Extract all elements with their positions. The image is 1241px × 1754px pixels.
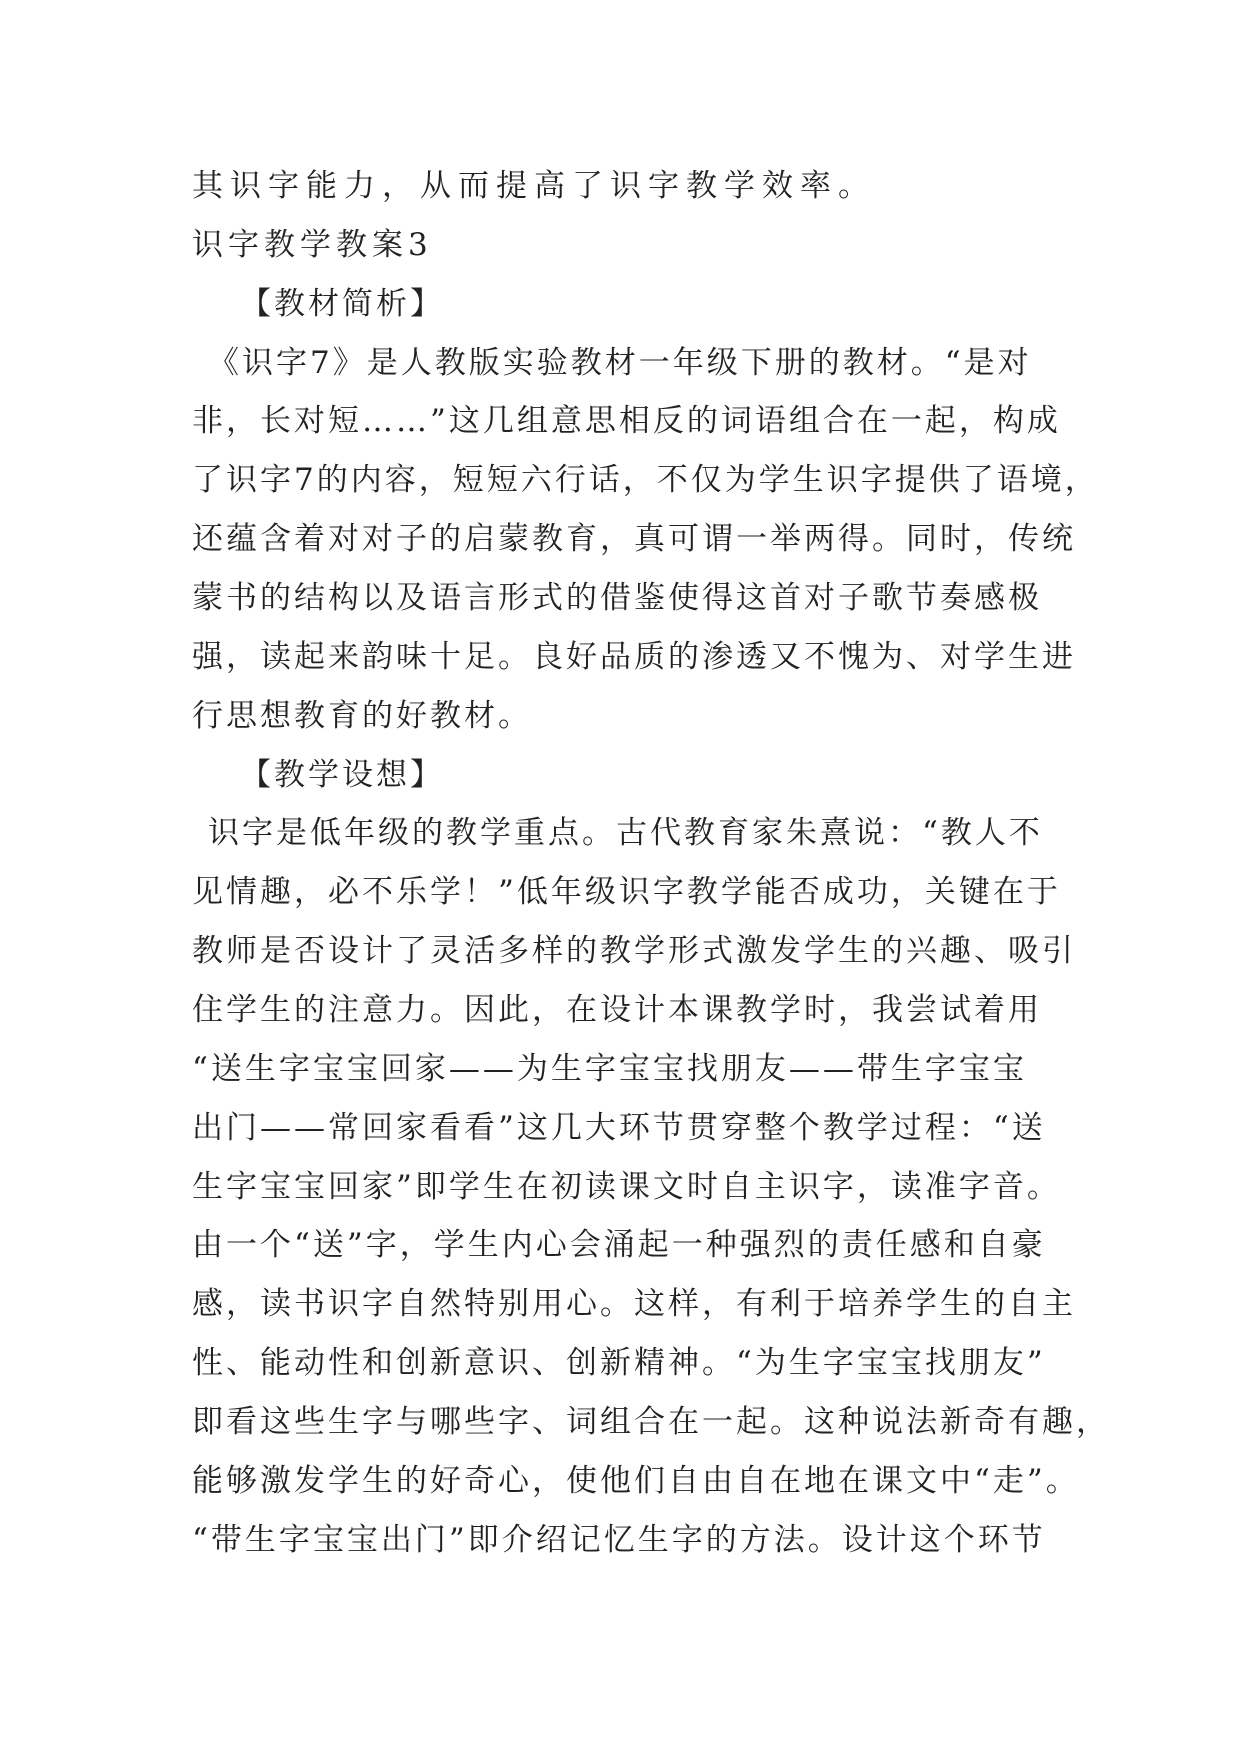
- text-line-10: 行思想教育的好教材。: [192, 698, 532, 734]
- text-line-7: 还蕴含着对对子的启蒙教育，真可谓一举两得。同时，传统: [192, 521, 1076, 557]
- text-line-15: 住学生的注意力。因此，在设计本课教学时，我尝试着用: [192, 992, 1042, 1028]
- text-line-20: 感，读书识字自然特别用心。这样，有利于培养学生的自主: [192, 1286, 1076, 1322]
- text-line-21: 性、能动性和创新意识、创新精神。“为生字宝宝找朋友”: [192, 1345, 1046, 1381]
- text-line-17: 出门——常回家看看”这几大环节贯穿整个教学过程：“送: [192, 1110, 1046, 1146]
- text-line-9: 强，读起来韵味十足。良好品质的渗透又不愧为、对学生进: [192, 639, 1076, 675]
- text-line-4: 《识字7》是人教版实验教材一年级下册的教材。“是对: [208, 345, 1032, 381]
- section-title: 识字教学教案3: [192, 227, 433, 263]
- text-line-13: 见情趣，必不乐学！”低年级识字教学能否成功，关键在于: [192, 874, 1061, 910]
- text-line-24: “带生字宝宝出门”即介绍记忆生字的方法。设计这个环节: [192, 1522, 1046, 1558]
- text-line-1: 其识字能力，从而提高了识字教学效率。: [192, 168, 876, 204]
- text-line-22: 即看这些生字与哪些字、词组合在一起。这种说法新奇有趣，: [192, 1404, 1110, 1440]
- text-line-12: 识字是低年级的教学重点。古代教育家朱熹说：“教人不: [208, 815, 1043, 851]
- text-line-16: “送生字宝宝回家——为生字宝宝找朋友——带生字宝宝: [192, 1051, 1027, 1087]
- text-line-14: 教师是否设计了灵活多样的教学形式激发学生的兴趣、吸引: [192, 933, 1076, 969]
- text-line-5: 非，长对短……”这几组意思相反的词语组合在一起，构成: [192, 403, 1061, 439]
- heading-teaching-idea: 【教学设想】: [240, 757, 444, 793]
- text-line-8: 蒙书的结构以及语言形式的借鉴使得这首对子歌节奏感极: [192, 580, 1042, 616]
- text-line-19: 由一个“送”字，学生内心会涌起一种强烈的责任感和自豪: [192, 1227, 1046, 1263]
- text-line-6: 了识字7的内容，短短六行话，不仅为学生识字提供了语境，: [192, 462, 1099, 498]
- text-line-18: 生字宝宝回家”即学生在初读课文时自主识字，读准字音。: [192, 1169, 1061, 1205]
- text-line-23: 能够激发学生的好奇心，使他们自由自在地在课文中“走”。: [192, 1463, 1080, 1499]
- heading-textbook-analysis: 【教材简析】: [240, 286, 444, 322]
